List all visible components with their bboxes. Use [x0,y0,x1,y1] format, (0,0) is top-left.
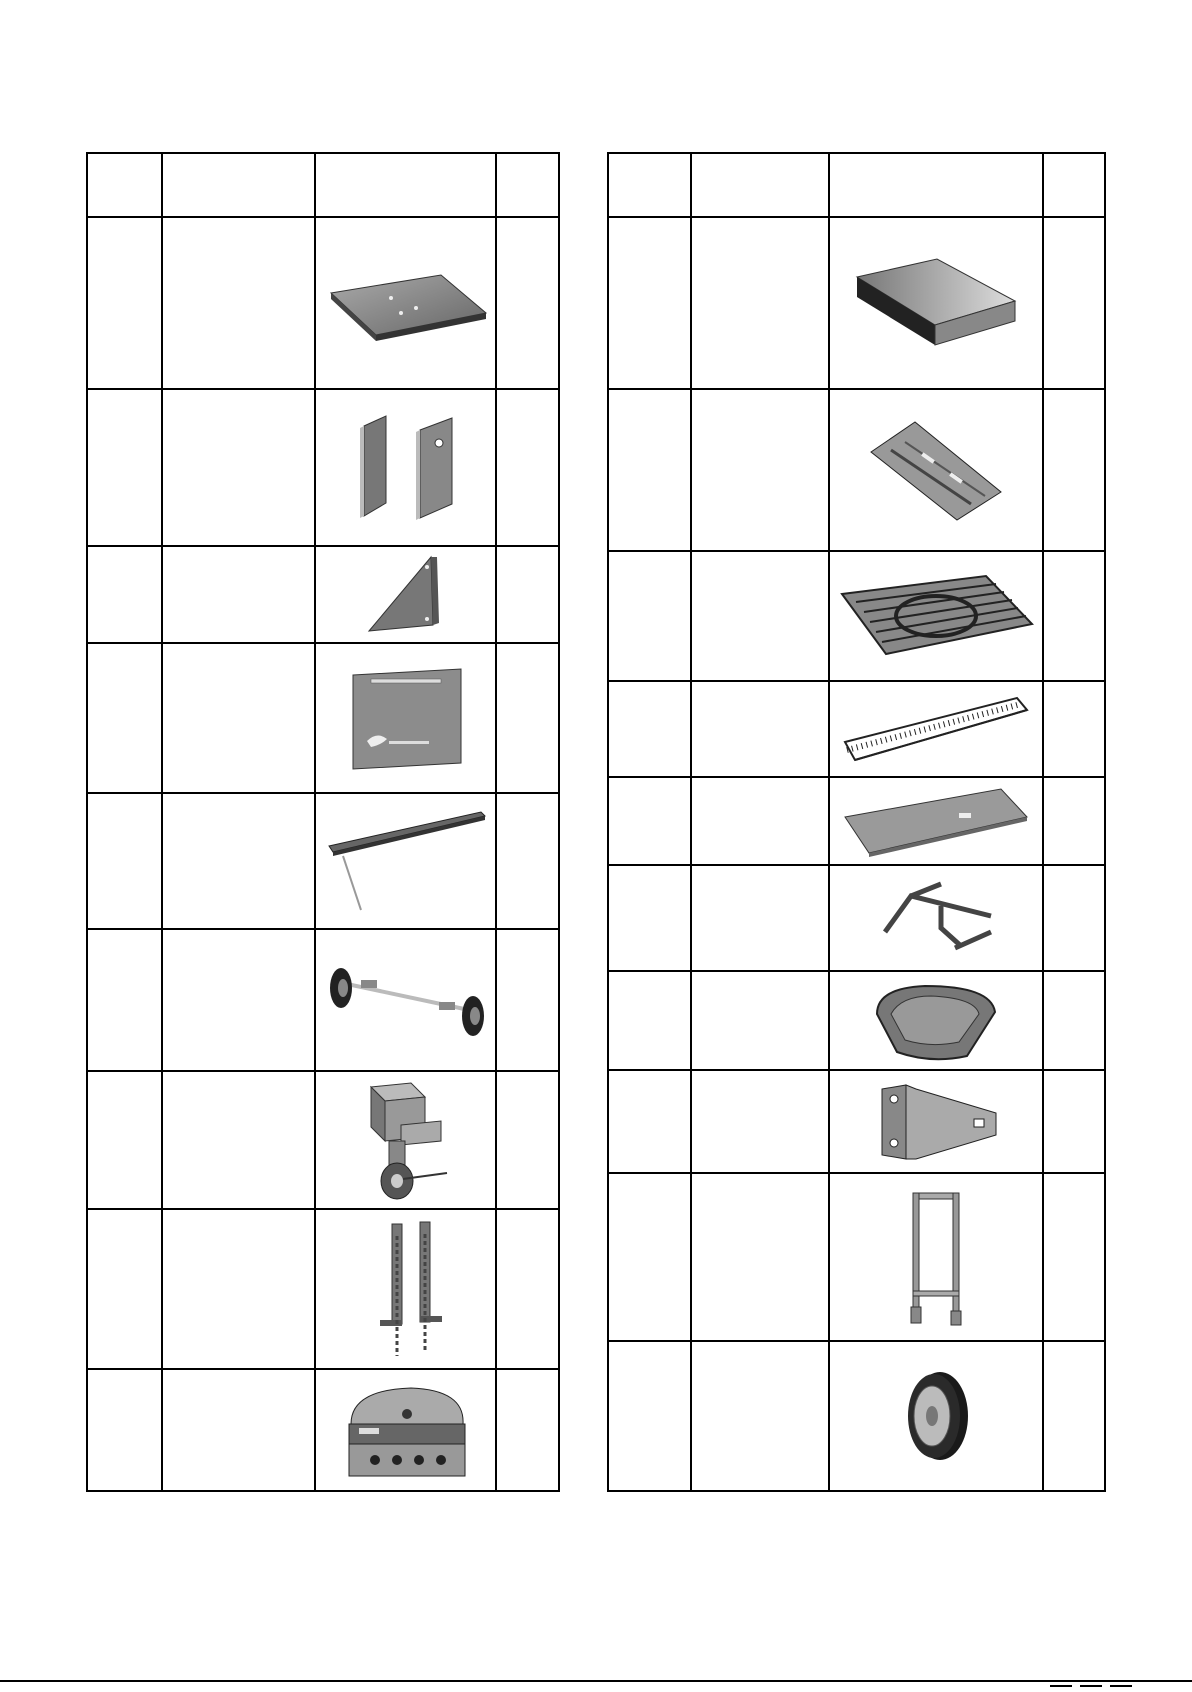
grill-head-icon [341,1376,471,1484]
part-qty [1043,389,1105,551]
table-row [608,1341,1105,1491]
table-row [608,865,1105,971]
part-name [691,681,829,777]
part-image [829,777,1043,865]
wheel-axle-assembly-icon [321,960,491,1040]
part-name [162,217,315,389]
part-number [87,1369,162,1491]
part-name [691,1070,829,1173]
part-image [829,551,1043,681]
part-image [315,1369,496,1491]
side-panels-pair-icon [346,408,466,528]
header-no [608,153,691,217]
header-name [162,153,315,217]
part-name [691,1173,829,1341]
part-image [829,865,1043,971]
table-row [87,643,559,793]
part-qty [1043,551,1105,681]
grease-tray-icon [841,783,1031,859]
mounting-bracket-icon [866,1079,1006,1165]
footer-marks [1042,1674,1132,1692]
part-name [691,777,829,865]
part-image [829,1341,1043,1491]
part-image [315,389,496,546]
cooking-grate-icon [836,568,1036,664]
grease-cup-icon [871,978,1001,1064]
heat-tent-icon [861,416,1011,524]
table-row [87,1209,559,1369]
part-image [829,1070,1043,1173]
part-number [608,777,691,865]
part-qty [496,1369,559,1491]
parts-table-left [86,152,560,1492]
cart-frame-icon [901,1187,971,1327]
part-qty [1043,1070,1105,1173]
part-number [608,681,691,777]
table-header-row [608,153,1105,217]
part-qty [1043,777,1105,865]
part-image [315,1209,496,1369]
bottom-shelf-plate-icon [321,253,491,353]
part-number [608,551,691,681]
part-number [87,643,162,793]
part-name [162,389,315,546]
part-name [691,865,829,971]
table-row [608,551,1105,681]
part-image [315,546,496,643]
part-qty [496,643,559,793]
part-qty [496,1071,559,1209]
part-qty [1043,971,1105,1070]
header-image [829,153,1043,217]
part-image [315,217,496,389]
table-row [87,546,559,643]
header-no [87,153,162,217]
part-image [829,217,1043,389]
header-qty [1043,153,1105,217]
table-row [608,777,1105,865]
table-row [87,929,559,1071]
part-qty [496,217,559,389]
front-door-panel-icon [341,663,471,773]
part-name [691,389,829,551]
part-qty [496,793,559,929]
header-qty [496,153,559,217]
part-image [829,1173,1043,1341]
header-name [691,153,829,217]
footer-rule [0,1680,1192,1682]
table-row [608,1070,1105,1173]
part-number [608,389,691,551]
part-number [608,1341,691,1491]
part-number [87,929,162,1071]
table-row [87,793,559,929]
cup-holder-bracket-icon [871,876,1001,960]
table-row [87,1369,559,1491]
part-number [87,1071,162,1209]
header-image [315,153,496,217]
table-row [608,1173,1105,1341]
part-name [162,929,315,1071]
part-name [162,1369,315,1491]
part-number [608,971,691,1070]
part-name [162,793,315,929]
part-name [162,1071,315,1209]
table-row [608,217,1105,389]
part-number [87,389,162,546]
part-number [87,1209,162,1369]
side-burner-box-icon [851,255,1021,351]
table-row [608,971,1105,1070]
part-name [162,1209,315,1369]
part-number [87,793,162,929]
part-image [315,643,496,793]
part-qty [1043,1173,1105,1341]
table-row [87,1071,559,1209]
warming-rack-icon [841,686,1031,772]
part-number [608,1173,691,1341]
cross-brace-bar-icon [321,806,491,916]
chain-legs-pair-icon [356,1216,456,1362]
table-row [87,389,559,546]
part-name [162,643,315,793]
part-qty [496,929,559,1071]
part-number [87,217,162,389]
part-image [829,971,1043,1070]
part-image [829,389,1043,551]
part-qty [1043,217,1105,389]
part-number [608,1070,691,1173]
part-name [691,1341,829,1491]
caster-bracket-icon [351,1077,461,1203]
part-qty [496,546,559,643]
part-name [691,217,829,389]
part-number [608,865,691,971]
table-header-row [87,153,559,217]
part-name [691,971,829,1070]
parts-table-right [607,152,1106,1492]
table-row [87,217,559,389]
part-qty [1043,865,1105,971]
part-image [315,793,496,929]
part-number [608,217,691,389]
part-qty [496,389,559,546]
part-name [162,546,315,643]
table-row [608,681,1105,777]
part-qty [1043,681,1105,777]
part-image [315,929,496,1071]
triangle-gusset-icon [361,551,451,639]
part-name [691,551,829,681]
table-row [608,389,1105,551]
part-number [87,546,162,643]
part-qty [1043,1341,1105,1491]
part-qty [496,1209,559,1369]
part-image [829,681,1043,777]
part-image [315,1071,496,1209]
single-wheel-icon [896,1366,976,1466]
